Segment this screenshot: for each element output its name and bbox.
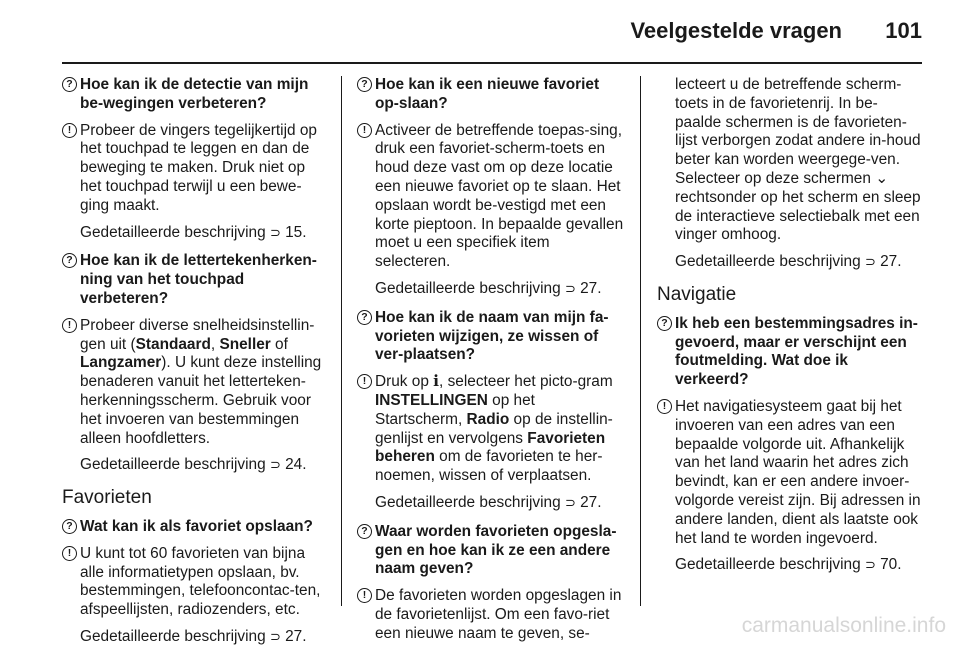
question-icon: ?	[657, 316, 672, 331]
reference-text: Gedetailleerde beschrijving	[80, 456, 266, 474]
column-2	[357, 76, 625, 652]
reference-arrow-icon: ⊃	[269, 628, 281, 644]
question-item	[62, 518, 326, 537]
question-text: Hoe kan ik de detectie van mijn be-wegingen verbeteren?	[80, 76, 309, 112]
answer-item	[357, 122, 625, 272]
answer-fragment: Druk op	[375, 373, 434, 391]
reference-line	[62, 628, 326, 647]
answer-icon: !	[357, 123, 372, 138]
answer-fragment: rechtsonder op het scherm en sleep de interactieve selectiebalk met een vinger omhoog.	[675, 188, 921, 244]
section-heading-favorieten: Favorieten	[62, 487, 152, 509]
answer-item	[62, 545, 326, 620]
reference-text: Gedetailleerde beschrijving	[375, 493, 561, 511]
answer-text: De favorieten worden opgeslagen in de favorietenlijst. Om een favo-riet een nieuwe naam te geven, se-	[375, 587, 622, 642]
reference-page[interactable]: 15.	[285, 223, 307, 241]
reference-line	[357, 280, 625, 299]
question-text: Ik heb een bestemmingsadres in-gevoerd, maar er verschijnt een foutmelding. Wat doe ik verkeerd?	[675, 314, 918, 389]
column-1	[62, 76, 326, 657]
question-icon: ?	[62, 253, 77, 268]
answer-fragment: ,	[210, 335, 220, 353]
question-item	[657, 315, 923, 390]
question-text: Waar worden favorieten opgesla-gen en hoe kan ik ze een andere naam geven?	[375, 522, 617, 578]
option-standaard: Standaard	[135, 335, 211, 353]
reference-arrow-icon: ⊃	[564, 494, 576, 510]
question-item	[62, 252, 326, 308]
answer-fragment: of	[270, 335, 288, 353]
answer-text: U kunt tot 60 favorieten van bijna alle informatietypen opslaan, bv. bestemmingen, telefooncontac-ten, afspeellijsten, radiozenders, etc.	[80, 544, 321, 619]
answer-item	[357, 373, 625, 486]
answer-fragment: op het Startscherm,	[375, 391, 535, 428]
question-item	[357, 309, 625, 365]
section-heading-navigatie: Navigatie	[657, 283, 737, 305]
page-header-title: Veelgestelde vragen	[630, 18, 842, 43]
column-divider-1	[341, 76, 342, 606]
answer-text	[375, 373, 613, 484]
reference-line	[62, 224, 326, 243]
info-icon: ℹ	[433, 373, 440, 391]
reference-line	[357, 494, 625, 513]
question-item	[357, 523, 625, 579]
question-icon: ?	[357, 310, 372, 325]
question-text: Hoe kan ik de lettertekenherken-ning van het touchpad verbeteren?	[80, 252, 317, 307]
reference-page[interactable]: 27.	[580, 493, 602, 511]
answer-fragment: op de instellin-genlijst en vervolgens	[375, 410, 613, 447]
answer-icon: !	[357, 588, 372, 603]
watermark: carmanualsonline.info	[741, 614, 946, 637]
menu-favorieten-beheren: Favorieten beheren	[375, 429, 606, 466]
question-item	[357, 76, 625, 114]
column-3	[657, 76, 923, 585]
answer-icon: !	[62, 546, 77, 561]
question-text: Hoe kan ik de naam van mijn fa-vorieten wijzigen, ze wissen of ver-plaatsen?	[375, 308, 609, 364]
page-number: 101	[885, 18, 922, 43]
answer-text: Het navigatiesysteem gaat bij het invoeren van een adres van een bepaalde volgorde uit. Afhankelijk van het land waarin het adres zich bevindt, kan er een andere invoer-volgorde vereist zijn. Bij adressen in andere landen, dient als laatste ook het land te worden ingevoerd.	[675, 397, 921, 547]
answer-item	[62, 317, 326, 449]
reference-arrow-icon: ⊃	[269, 224, 281, 240]
reference-page[interactable]: 70.	[880, 556, 902, 574]
question-icon: ?	[62, 77, 77, 92]
answer-icon: !	[62, 318, 77, 333]
reference-line	[657, 253, 923, 272]
answer-text	[80, 317, 321, 447]
answer-fragment: ). U kunt deze instelling benaderen vanuit het letterteken-herkenningsscherm. Gebruik voor het invoeren van bestemmingen alleen hoofdletters.	[80, 354, 322, 447]
reference-line	[62, 456, 326, 475]
answer-text: Activeer de betreffende toepas-sing, druk een favoriet-scherm-toets en houd deze vast om op deze locatie een nieuwe favoriet op te slaan. Het opslaan wordt be-vestigd met een korte pieptoon. In bepaalde gevallen moet u een specifiek item selecteren.	[375, 121, 624, 271]
reference-page[interactable]: 27.	[880, 253, 902, 271]
reference-text: Gedetailleerde beschrijving	[375, 279, 561, 297]
reference-arrow-icon: ⊃	[864, 557, 876, 573]
reference-text: Gedetailleerde beschrijving	[675, 253, 861, 271]
answer-fragment: om de favorieten te her-noemen, wissen of verplaatsen.	[375, 448, 603, 485]
reference-line	[657, 556, 923, 575]
menu-radio: Radio	[466, 410, 510, 428]
reference-arrow-icon: ⊃	[269, 457, 281, 473]
reference-arrow-icon: ⊃	[564, 280, 576, 296]
question-text: Wat kan ik als favoriet opslaan?	[80, 517, 313, 535]
reference-text: Gedetailleerde beschrijving	[675, 556, 861, 574]
header-rule	[62, 62, 922, 64]
answer-item	[62, 122, 326, 216]
reference-page[interactable]: 27.	[580, 279, 602, 297]
reference-text: Gedetailleerde beschrijving	[80, 627, 266, 645]
answer-fragment: , selecteer het picto-gram	[439, 373, 613, 391]
answer-continuation	[657, 76, 923, 245]
question-text: Hoe kan ik een nieuwe favoriet op-slaan?	[375, 76, 600, 112]
answer-fragment: Probeer diverse snelheidsinstellin-gen uit (	[80, 316, 315, 353]
question-icon: ?	[357, 524, 372, 539]
reference-page[interactable]: 24.	[285, 456, 307, 474]
chevron-down-icon: ⌄	[875, 169, 889, 187]
option-sneller: Sneller	[219, 335, 271, 353]
answer-icon: !	[62, 123, 77, 138]
answer-text: Probeer de vingers tegelijkertijd op het touchpad te leggen en dan de beweging te maken. Druk niet op het touchpad terwijl u een bewe-ging maakt.	[80, 121, 317, 214]
question-icon: ?	[62, 519, 77, 534]
reference-text: Gedetailleerde beschrijving	[80, 223, 266, 241]
reference-page[interactable]: 27.	[285, 627, 307, 645]
reference-arrow-icon: ⊃	[864, 254, 876, 270]
answer-icon: !	[657, 399, 672, 414]
column-divider-2	[640, 76, 641, 606]
answer-icon: !	[357, 374, 372, 389]
option-langzamer: Langzamer	[80, 354, 162, 372]
answer-item	[657, 398, 923, 548]
answer-item	[357, 587, 625, 643]
answer-fragment: lecteert u de betreffende scherm-toets in de favorietenrij. In be-paalde schermen is de favorieten-lijst verborgen zodat andere in-houd beter kan worden weergege-ven. Selecteer op deze schermen	[675, 76, 921, 187]
menu-instellingen: INSTELLINGEN	[375, 391, 488, 409]
question-icon: ?	[357, 77, 372, 92]
question-item	[62, 76, 326, 114]
